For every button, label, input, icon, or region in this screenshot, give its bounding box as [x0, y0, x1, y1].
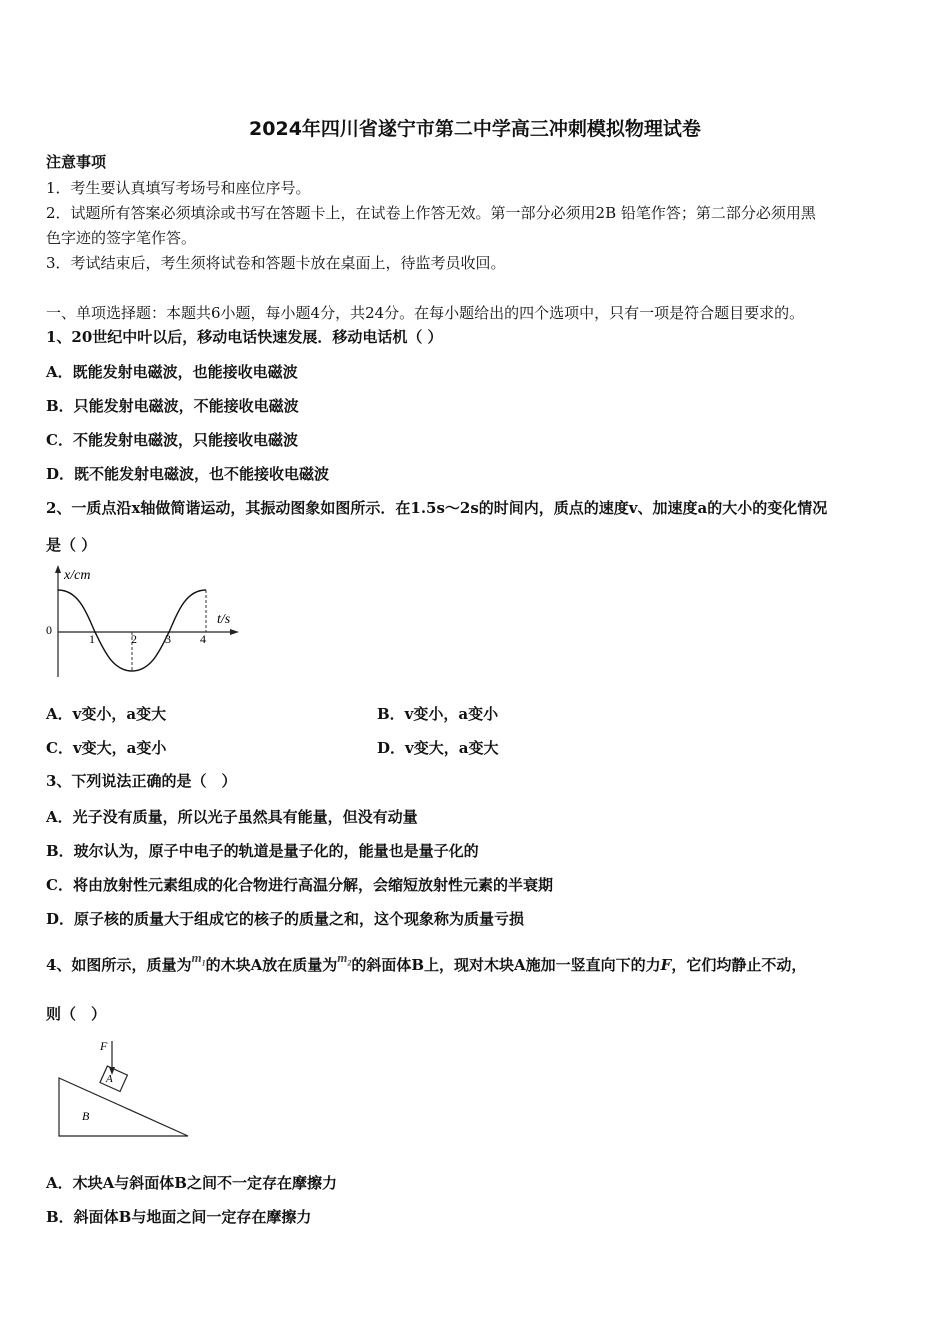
- q3-option-b: B．玻尔认为，原子中电子的轨道是量子化的，能量也是量子化的: [46, 842, 479, 860]
- q1-option-c: C．不能发射电磁波，只能接收电磁波: [46, 431, 298, 449]
- q4-option-b: B．斜面体B与地面之间一定存在摩擦力: [46, 1208, 312, 1226]
- q2-option-c: C．v变大，a变小: [46, 739, 167, 757]
- vibration-graph: [40, 562, 245, 682]
- page-title: 2024年四川省遂宁市第二中学高三冲刺模拟物理试卷: [249, 118, 701, 140]
- notice-item: 2．试题所有答案必须填涂或书写在答题卡上，在试卷上作答无效。第一部分必须用2B 铅笔作答；第二部分必须用黑: [46, 204, 816, 222]
- question-2-stem: 2、一质点沿x轴做简谐运动，其振动图象如图所示．在1.5s～2s的时间内，质点的速度v、加速度a的大小的变化情况: [46, 499, 828, 517]
- q1-option-d: D．既不能发射电磁波，也不能接收电磁波: [46, 465, 330, 483]
- question-2-stem-cont: 是（ ）: [46, 536, 97, 554]
- x-tick-label: 4: [200, 632, 206, 646]
- mass-m1: $m_1$: [191, 950, 206, 968]
- force-symbol: F: [660, 956, 672, 974]
- q1-option-b: B．只能发射电磁波，不能接收电磁波: [46, 397, 299, 415]
- q4-option-a: A．木块A与斜面体B之间不一定存在摩擦力: [46, 1174, 337, 1192]
- question-1-stem: 1、20世纪中叶以后，移动电话快速发展．移动电话机（ ）: [46, 328, 443, 346]
- q4-stem-part: 4、如图所示，质量为: [46, 956, 192, 974]
- q2-option-d: D．v变大，a变大: [377, 739, 499, 757]
- section-heading: 一、单项选择题：本题共6小题，每小题4分，共24分。在每小题给出的四个选项中，只有一项是符合题目要求的。: [46, 304, 805, 322]
- q3-option-d: D．原子核的质量大于组成它的核子的质量之和，这个现象称为质量亏损: [46, 910, 525, 928]
- notice-item: 1．考生要认真填写考场号和座位序号。: [46, 179, 311, 197]
- origin-label: 0: [46, 623, 52, 637]
- y-axis-label: x/cm: [64, 568, 91, 583]
- force-label: F: [100, 1039, 108, 1053]
- q2-option-a: A．v变小，a变大: [46, 705, 167, 723]
- q4-stem-part: 的斜面体B上，现对木块A施加一竖直向下的力: [351, 956, 661, 974]
- q4-stem-part: ，它们均静止不动，: [671, 956, 807, 974]
- q4-stem-part: 的木块A放在质量为: [205, 956, 338, 974]
- incline-figure: [50, 1035, 195, 1145]
- notice-heading: 注意事项: [46, 153, 107, 171]
- x-tick-label: 1: [89, 632, 95, 646]
- notice-item: 3．考试结束后，考生须将试卷和答题卡放在桌面上，待监考员收回。: [46, 254, 506, 272]
- question-3-stem: 3、下列说法正确的是（ ）: [46, 772, 237, 790]
- wedge-label: B: [82, 1109, 90, 1123]
- question-4-stem: [46, 950, 807, 982]
- q2-option-b: B．v变小，a变小: [377, 705, 499, 723]
- question-4-stem-cont: 则（ ）: [46, 1005, 107, 1023]
- notice-item: 色字迹的签字笔作答。: [46, 229, 197, 247]
- x-tick-label: 3: [165, 632, 171, 646]
- x-axis-label: t/s: [217, 612, 231, 627]
- q1-option-a: A．既能发射电磁波，也能接收电磁波: [46, 363, 298, 381]
- block-label: A: [106, 1073, 113, 1085]
- mass-m2: $m_2$: [337, 950, 352, 968]
- q3-option-a: A．光子没有质量，所以光子虽然具有能量，但没有动量: [46, 808, 418, 826]
- q3-option-c: C．将由放射性元素组成的化合物进行高温分解，会缩短放射性元素的半衰期: [46, 876, 553, 894]
- x-tick-label: 2: [131, 632, 137, 646]
